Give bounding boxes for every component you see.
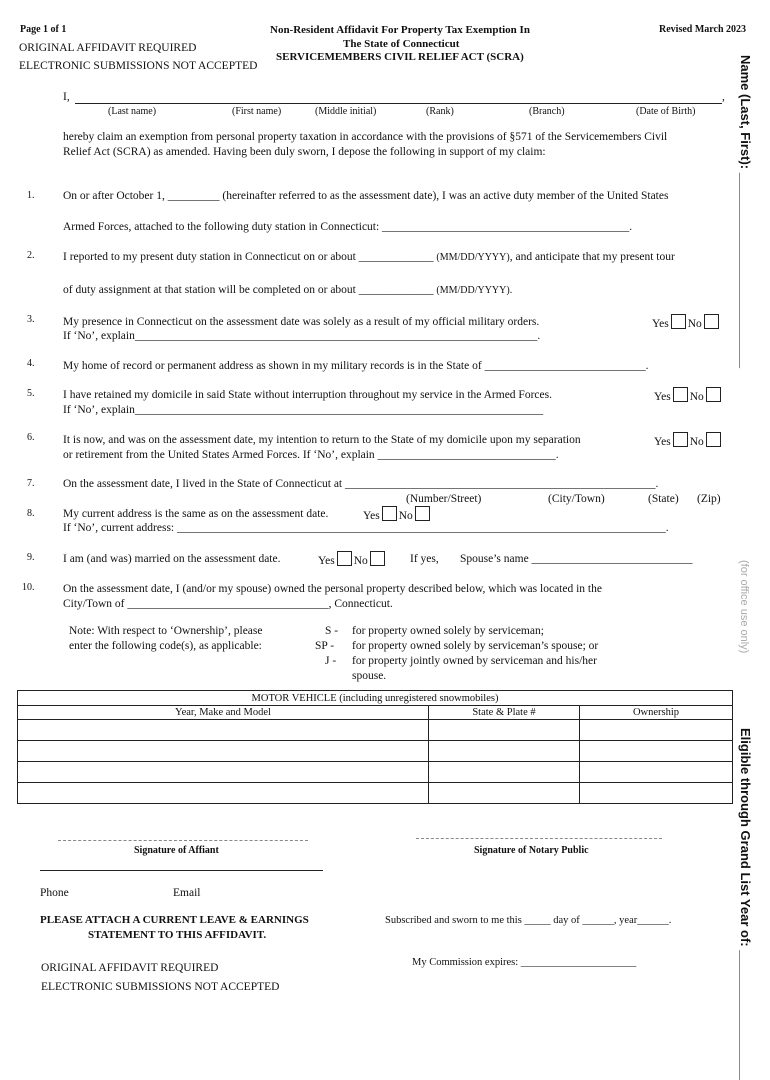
office-use-only-label: (for office use only) [738,560,750,654]
phone-email-line[interactable] [40,870,323,871]
item5-yes-checkbox[interactable] [673,387,688,402]
item8-no-checkbox[interactable] [415,506,430,521]
subscribed-sworn-line: Subscribed and sworn to me this _____ day of ______, year______. [385,915,672,926]
phone-label: Phone [40,887,69,899]
item5-yes-no: Yes No [654,387,723,403]
item2-line1: I reported to my present duty station in Connecticut on or about _____________ (MM/DD/YYYY), and anticipate that my present tour [63,251,675,263]
item3-no-checkbox[interactable] [704,314,719,329]
item6-yes-checkbox[interactable] [673,432,688,447]
last-name-label: (Last name) [108,106,157,117]
item9-yes-checkbox[interactable] [337,551,352,566]
item1-line2: Armed Forces, attached to the following duty station in Connecticut: ___________________________________________. [63,221,633,233]
original-required-footer: ORIGINAL AFFIDAVIT REQUIRED [41,962,219,974]
item3-line1: My presence in Connecticut on the assessment date was solely as a result of my official military orders. [63,316,540,328]
item-number: 4. [27,358,35,369]
item9-yes-no: Yes No [318,551,387,567]
table-row [18,783,733,804]
rank-label: (Rank) [426,106,454,117]
code-j: J - [325,655,337,667]
column-header-ownership: Ownership [580,706,733,720]
item8-yes-no: Yes No [363,506,432,522]
number-street-label: (Number/Street) [406,493,482,505]
attach-notice-line2: STATEMENT TO THIS AFFIDAVIT. [88,929,267,941]
item5-no-checkbox[interactable] [706,387,721,402]
item-number: 3. [27,314,35,325]
spouse-name-field: Spouse’s name ____________________________ [460,553,693,565]
affiant-signature-label: Signature of Affiant [134,845,219,856]
form-title-line1: Non-Resident Affidavit For Property Tax Exemption In [270,24,530,36]
table-row [18,741,733,762]
code-sp: SP - [315,640,335,652]
notary-signature-label: Signature of Notary Public [474,845,589,856]
revision-date: Revised March 2023 [659,24,747,35]
table-row [18,720,733,741]
table-caption: MOTOR VEHICLE (including unregistered snowmobiles) [18,691,733,706]
item5-line2: If ‘No’, explain_______________________________________________________________________ [63,404,544,416]
middle-initial-label: (Middle initial) [315,106,377,117]
identity-input-line[interactable] [75,92,722,104]
table-row [18,762,733,783]
item-number: 7. [27,478,35,489]
original-required-notice: ORIGINAL AFFIDAVIT REQUIRED [19,42,197,54]
city-town-label: (City/Town) [548,493,605,505]
item-number: 6. [27,432,35,443]
item3-yes-no: Yes No [652,314,721,330]
branch-label: (Branch) [529,106,565,117]
item8-yes-checkbox[interactable] [382,506,397,521]
office-name-field: Name (Last, First): ___________________________ [738,55,753,368]
item8-line2: If ‘No’, current address: _____________________________________________________________________________________. [63,522,669,534]
item9-no-checkbox[interactable] [370,551,385,566]
item6-line1: It is now, and was on the assessment date, my intention to return to the State of my domicile upon my separation [63,434,581,446]
item-number: 9. [27,552,35,563]
email-label: Email [173,887,201,899]
claim-text-line1: hereby claim an exemption from personal property taxation in accordance with the provisions of §571 of the Servicemembers Civil [63,131,668,143]
zip-label: (Zip) [697,493,721,505]
item6-yes-no: Yes No [654,432,723,448]
claim-text-line2: Relief Act (SCRA) as amended. Having been duly sworn, I depose the following in support of my claim: [63,146,546,158]
electronic-notice: ELECTRONIC SUBMISSIONS NOT ACCEPTED [19,60,258,72]
item10-line2: City/Town of ___________________________________, Connecticut. [63,598,393,610]
item9-if-yes: If yes, [410,553,439,565]
item10-line1: On the assessment date, I (and/or my spouse) owned the personal property described below, which was located in the [63,583,602,595]
item1-line1: On or after October 1, _________ (hereinafter referred to as the assessment date), I was an active duty member of the United States [63,190,669,202]
item6-line2: or retirement from the United States Armed Forces. If ‘No’, explain _______________________________. [63,449,559,461]
code-sp-desc: for property owned solely by serviceman’s spouse; or [352,640,599,652]
item5-line1: I have retained my domicile in said State without interruption throughout my service in the Armed Forces. [63,389,552,401]
item3-line2: If ‘No’, explain______________________________________________________________________. [63,330,541,342]
column-header-state-plate: State & Plate # [429,706,580,720]
eligible-grand-list-field: Eligible through Grand List Year of: __________________ [738,728,753,1080]
first-name-label: (First name) [232,106,282,117]
item-number: 5. [27,388,35,399]
affiant-signature-line[interactable] [58,840,308,841]
attach-notice-line1: PLEASE ATTACH A CURRENT LEAVE & EARNINGS [40,914,309,926]
intro-i: I, [63,91,70,103]
form-title-line3: SERVICEMEMBERS CIVIL RELIEF ACT (SCRA) [276,51,524,63]
form-title-line2: The State of Connecticut [343,38,460,50]
item4-line: My home of record or permanent address as shown in my military records is in the State of ____________________________. [63,360,649,372]
ownership-note-line2: enter the following code(s), as applicable: [69,640,262,652]
item-number: 1. [27,190,35,201]
electronic-notice-footer: ELECTRONIC SUBMISSIONS NOT ACCEPTED [41,981,280,993]
code-s-desc: for property owned solely by serviceman; [352,625,544,637]
code-s: S - [325,625,339,637]
notary-signature-line[interactable] [416,838,662,839]
ownership-note-line1: Note: With respect to ‘Ownership’, please [69,625,263,637]
code-j-desc-cont: spouse. [352,670,387,682]
commission-expires-line: My Commission expires: ______________________ [412,957,637,968]
item2-line2: of duty assignment at that station will be completed on or about _____________ (MM/DD/YYYY). [63,284,513,296]
item-number: 10. [22,582,35,593]
item-number: 2. [27,250,35,261]
state-label: (State) [648,493,679,505]
column-header-year-make-model: Year, Make and Model [18,706,429,720]
date-of-birth-label: (Date of Birth) [636,106,696,117]
motor-vehicle-table [17,690,733,804]
item9-line: I am (and was) married on the assessment date. [63,553,281,565]
item8-line1: My current address is the same as on the assessment date. [63,508,329,520]
item-number: 8. [27,508,35,519]
item3-yes-checkbox[interactable] [671,314,686,329]
item6-no-checkbox[interactable] [706,432,721,447]
page-number: Page 1 of 1 [20,24,67,35]
item7-line: On the assessment date, I lived in the State of Connecticut at ______________________________________________________. [63,478,659,490]
code-j-desc: for property jointly owned by serviceman and his/her [352,655,597,667]
